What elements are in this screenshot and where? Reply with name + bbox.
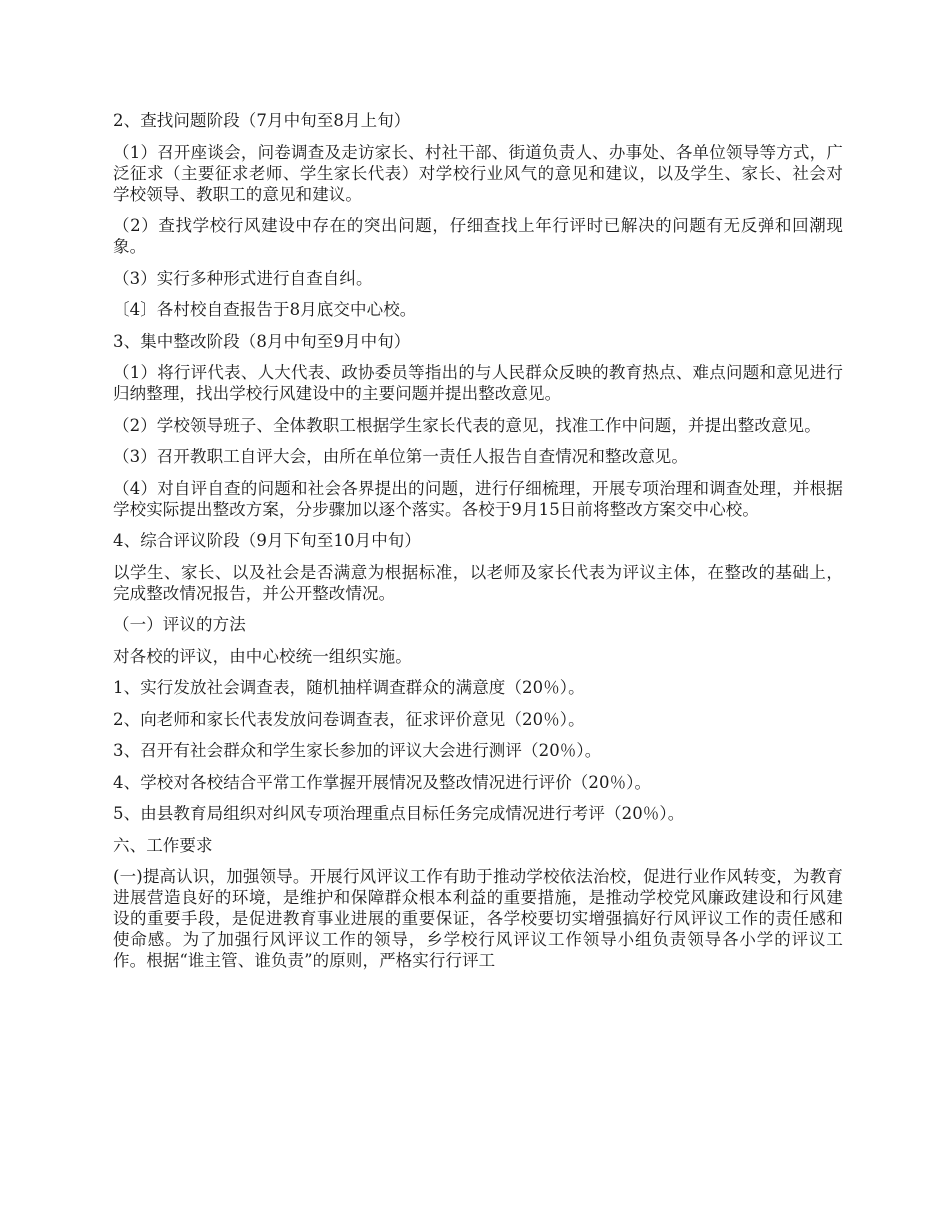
section-heading-investigation: 2、查找问题阶段（7月中旬至8月上旬） (113, 111, 411, 130)
list-item: 3、召开有社会群众和学生家长参加的评议大会进行测评（20％）。 (113, 741, 602, 760)
paragraph: （3）召开教职工自评大会，由所在单位第一责任人报告自查情况和整改意见。 (113, 447, 688, 466)
list-item: 5、由县教育局组织对纠风专项治理重点目标任务完成情况进行考评（20％）。 (113, 804, 685, 823)
paragraph: （1）将行评代表、人大代表、政协委员等指出的与人民群众反映的教育热点、难点问题和意见进行归纳整理，找出学校行风建设中的主要问题并提出整改意见。 (113, 363, 843, 403)
list-item: 4、学校对各校结合平常工作掌握开展情况及整改情况进行评价（20％）。 (113, 772, 652, 792)
list-item: 2、向老师和家长代表发放问卷调查表，征求评价意见（20％）。 (113, 709, 585, 729)
document-page (113, 110, 843, 982)
paragraph: 〔4〕各村校自查报告于8月底交中心校。 (113, 300, 417, 319)
paragraph: （2）学校领导班子、全体教职工根据学生家长代表的意见，找准工作中问题，并提出整改意见。 (113, 415, 821, 435)
paragraph: 对各校的评议，由中心校统一组织实施。 (113, 646, 412, 666)
list-item: 1、实行发放社会调查表，随机抽样调查群众的满意度（20％）。 (113, 678, 585, 697)
section-heading-work-requirements: 六、工作要求 (113, 835, 213, 855)
paragraph: （4）对自评自查的问题和社会各界提出的问题，进行仔细梳理，开展专项治理和调查处理，并根据学校实际提出整改方案，分步骤加以逐个落实。各校于9月15日前将整改方案交中心校。 (113, 478, 843, 519)
subheading-evaluation-method: （一）评议的方法 (113, 615, 246, 634)
section-heading-rectification: 3、集中整改阶段（8月中旬至9月中旬） (113, 331, 411, 351)
paragraph: （2）查找学校行风建设中存在的突出问题，仔细查找上年行评时已解决的问题有无反弹和回潮现象。 (113, 216, 843, 256)
paragraph: 以学生、家长、以及社会是否满意为根据标准，以老师及家长代表为评议主体，在整改的基础上，完成整改情况报告，并公开整改情况。 (113, 562, 843, 603)
section-heading-evaluation: 4、综合评议阶段（9月下旬至10月中旬） (113, 531, 421, 550)
paragraph: （1）召开座谈会，问卷调查及走访家长、村社干部、街道负责人、办事处、各单位领导等方式，广泛征求（主要征求老师、学生家长代表）对学校行业风气的意见和建议，以及学生、家长、社会对学校领导、教职工的意见和建议。 (113, 142, 843, 204)
paragraph: (一)提高认识，加强领导。开展行风评议工作有助于推动学校依法治校，促进行业作风转变，为教育进展营造良好的环境，是维护和保障群众根本利益的重要措施，是推动学校党风廉政建设和行风建设的重要手段，是促进教育事业进展的重要保证，各学校要切实增强搞好行风评议工作的责任感和使命感。为了加强行风评议工作的领导，乡学校行风评议工作领导小组负责领导各小学的评议工作。根据“谁主管、谁负责”的原则，严格实行行评工 (113, 867, 843, 970)
paragraph: （3）实行多种形式进行自查自纠。 (113, 268, 373, 288)
